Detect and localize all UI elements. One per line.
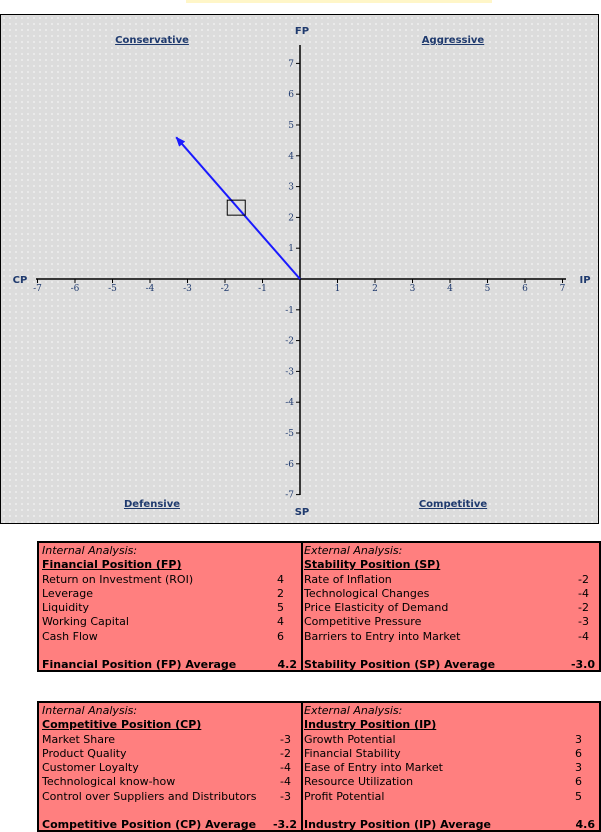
x-tick-label: 4 xyxy=(447,284,453,294)
internal-analysis-header: Internal Analysis: xyxy=(42,544,138,557)
y-tick-label: 3 xyxy=(288,182,294,193)
y-tick-label: -4 xyxy=(285,398,294,409)
avg-value: -3.2 xyxy=(272,818,297,831)
internal-analysis-header: Internal Analysis: xyxy=(42,704,138,717)
row-value: -4 xyxy=(578,587,589,600)
table-row xyxy=(42,601,297,615)
y-tick-label: -7 xyxy=(285,490,294,501)
y-tick-label: 1 xyxy=(288,244,294,255)
row-label: Product Quality xyxy=(42,747,127,760)
x-tick-label: -3 xyxy=(183,284,192,294)
row-label: Leverage xyxy=(42,587,93,600)
x-tick-label: -7 xyxy=(33,284,42,294)
row-value: -4 xyxy=(280,775,291,788)
row-value: -3 xyxy=(578,615,589,628)
table-row xyxy=(304,573,595,587)
row-value: -2 xyxy=(578,573,589,586)
row-label: Rate of Inflation xyxy=(304,573,392,586)
ip-average-row xyxy=(304,818,595,832)
y-tick-label: -1 xyxy=(285,305,294,316)
row-value: 4 xyxy=(277,615,284,628)
table-row xyxy=(304,775,595,789)
row-label: Control over Suppliers and Distributors xyxy=(42,790,257,803)
cp-column xyxy=(39,703,303,830)
row-label: Liquidity xyxy=(42,601,90,614)
avg-label: Industry Position (IP) Average xyxy=(304,818,492,831)
table-row xyxy=(42,761,297,775)
row-value: -2 xyxy=(578,601,589,614)
row-label: Growth Potential xyxy=(304,733,396,746)
top-strip xyxy=(186,0,492,3)
table-row xyxy=(42,790,297,804)
table-row xyxy=(42,747,297,761)
row-value: 5 xyxy=(277,601,284,614)
quadrant-label-aggressive: Aggressive xyxy=(421,35,485,46)
row-label: Working Capital xyxy=(42,615,129,628)
sp-title: Stability Position (SP) xyxy=(304,558,441,571)
table-row xyxy=(304,601,595,615)
avg-value: 4.6 xyxy=(575,818,595,831)
table-row xyxy=(42,775,297,789)
row-label: Cash Flow xyxy=(42,630,98,643)
y-tick-label: 6 xyxy=(288,90,294,101)
row-value: 6 xyxy=(277,630,284,643)
ip-title: Industry Position (IP) xyxy=(304,718,437,731)
x-tick-label: -2 xyxy=(220,284,230,294)
row-value: 6 xyxy=(575,747,582,760)
row-value: 2 xyxy=(277,587,284,600)
x-tick-label: 1 xyxy=(334,284,341,294)
external-analysis-header: External Analysis: xyxy=(304,544,403,557)
row-value: 3 xyxy=(575,733,582,746)
fp-sp-table xyxy=(37,541,601,672)
y-tick-label: 2 xyxy=(288,213,294,224)
x-tick-label: 5 xyxy=(484,284,491,294)
fp-column xyxy=(39,543,303,670)
row-value: 3 xyxy=(575,761,582,774)
x-tick-label: -6 xyxy=(70,284,80,294)
x-tick-label: 2 xyxy=(372,284,378,294)
row-label: Financial Stability xyxy=(304,747,401,760)
row-label: Customer Loyalty xyxy=(42,761,139,774)
row-label: Technological know-how xyxy=(42,775,176,788)
fp-title: Financial Position (FP) xyxy=(42,558,182,571)
row-value: -2 xyxy=(280,747,291,760)
row-value: 4 xyxy=(277,573,284,586)
direction-vector-arrow xyxy=(176,137,300,279)
axis-label-sp: SP xyxy=(294,507,310,518)
table-row xyxy=(304,630,595,644)
axis-label-ip: IP xyxy=(579,275,591,286)
row-value: -4 xyxy=(578,630,589,643)
avg-value: 4.2 xyxy=(277,658,297,671)
table-row xyxy=(304,587,595,601)
chart-svg xyxy=(1,15,599,524)
row-value: -3 xyxy=(280,790,291,803)
table-row xyxy=(304,747,595,761)
axis-label-cp: CP xyxy=(12,275,28,286)
table-row xyxy=(304,733,595,747)
x-tick-label: -5 xyxy=(108,284,117,294)
table-row xyxy=(304,615,595,629)
avg-label: Financial Position (FP) Average xyxy=(42,658,237,671)
row-value: 5 xyxy=(575,790,582,803)
row-label: Competitive Pressure xyxy=(304,615,422,628)
ip-column xyxy=(301,703,599,830)
row-label: Ease of Entry into Market xyxy=(304,761,443,774)
row-value: 6 xyxy=(575,775,582,788)
cp-title: Competitive Position (CP) xyxy=(42,718,202,731)
table-row xyxy=(42,587,297,601)
y-tick-label: 4 xyxy=(288,151,294,162)
axis-label-fp: FP xyxy=(294,26,310,37)
row-label: Technological Changes xyxy=(304,587,430,600)
table-row xyxy=(304,790,595,804)
y-tick-label: -5 xyxy=(285,429,294,439)
fp-average-row xyxy=(42,658,297,672)
table-row xyxy=(42,733,297,747)
row-label: Market Share xyxy=(42,733,116,746)
row-value: -4 xyxy=(280,761,291,774)
table-row xyxy=(304,761,595,775)
table-row xyxy=(42,630,297,644)
sp-average-row xyxy=(304,658,595,672)
cp-average-row xyxy=(42,818,297,832)
x-tick-label: 3 xyxy=(409,284,416,294)
cp-ip-table xyxy=(37,701,601,832)
external-analysis-header: External Analysis: xyxy=(304,704,403,717)
avg-value: -3.0 xyxy=(570,658,595,671)
quadrant-label-conservative: Conservative xyxy=(115,35,189,46)
x-tick-label: 6 xyxy=(522,284,528,294)
row-label: Profit Potential xyxy=(304,790,385,803)
x-tick-label: 7 xyxy=(559,284,566,294)
quadrant-label-defensive: Defensive xyxy=(123,499,181,510)
y-tick-label: -2 xyxy=(285,336,294,347)
x-tick-label: -1 xyxy=(258,284,267,294)
avg-label: Competitive Position (CP) Average xyxy=(42,818,257,831)
avg-label: Stability Position (SP) Average xyxy=(304,658,496,671)
x-tick-label: -4 xyxy=(145,284,155,294)
row-label: Resource Utilization xyxy=(304,775,414,788)
table-row xyxy=(42,573,297,587)
space-matrix-chart xyxy=(0,14,599,524)
quadrant-label-competitive: Competitive xyxy=(418,499,488,510)
row-label: Price Elasticity of Demand xyxy=(304,601,449,614)
sp-column xyxy=(301,543,599,670)
row-value: -3 xyxy=(280,733,291,746)
row-label: Return on Investment (ROI) xyxy=(42,573,194,586)
row-label: Barriers to Entry into Market xyxy=(304,630,461,643)
table-row xyxy=(42,615,297,629)
y-tick-label: -6 xyxy=(285,459,294,470)
y-tick-label: -3 xyxy=(285,367,294,378)
y-tick-label: 7 xyxy=(288,59,294,70)
y-tick-label: 5 xyxy=(288,121,294,131)
